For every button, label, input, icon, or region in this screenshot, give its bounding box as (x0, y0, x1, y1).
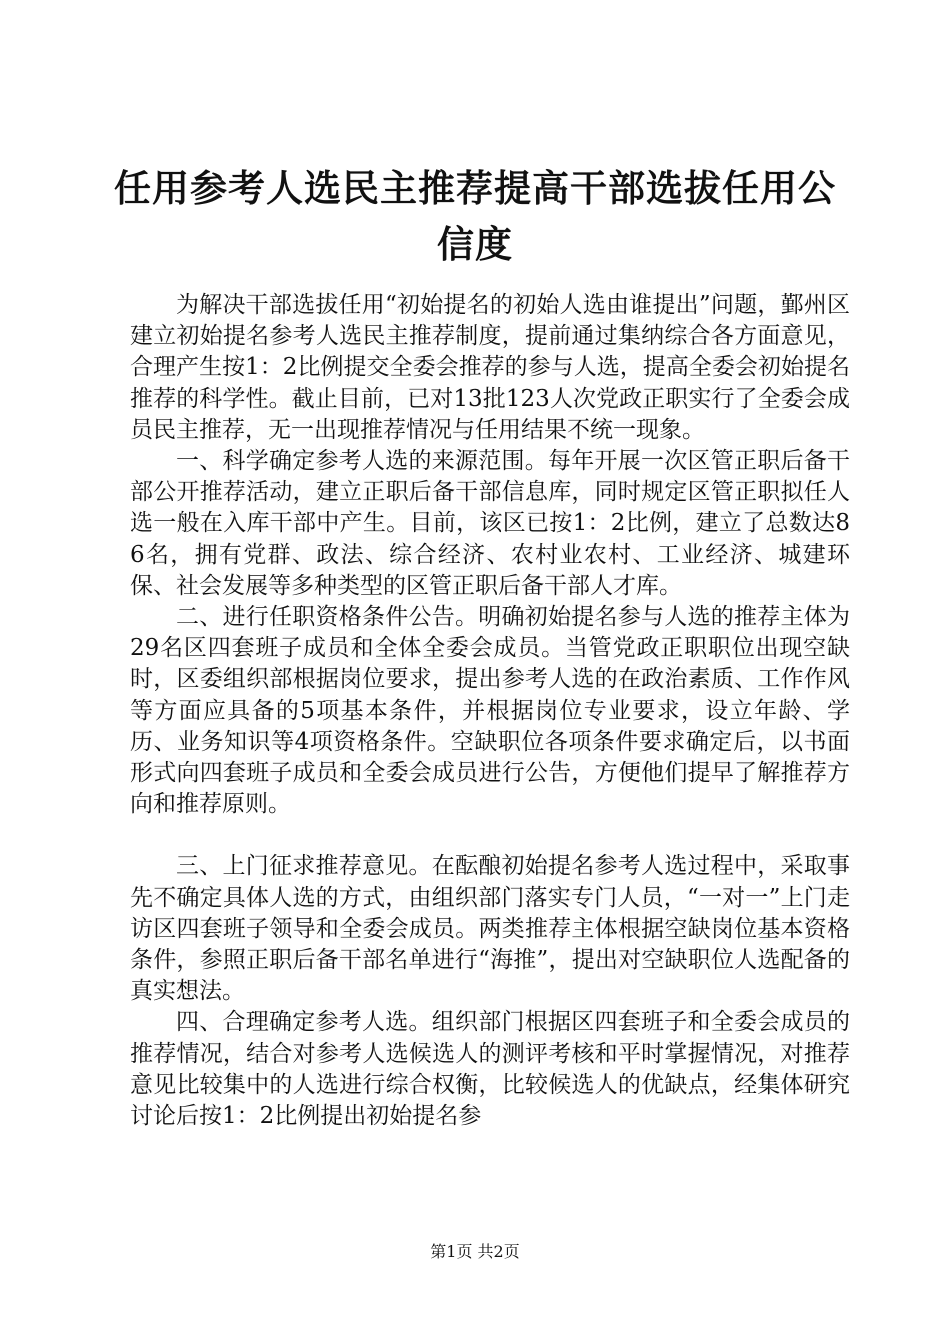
paragraph-section-1: 一、科学确定参考人选的来源范围。每年开展一次区管正职后备干部公开推荐活动，建立正职后备干部信息库，同时规定区管正职拟任人选一般在入库干部中产生。目前，该区已按1：2比例，建立了总数达86名，拥有党群、政法、综合经济、农村业农村、工业经济、城建环保、社会发展等多种类型的区管正职后备干部人才库。 (130, 448, 850, 599)
paragraph-section-4: 四、合理确定参考人选。组织部门根据区四套班子和全委会成员的推荐情况，结合对参考人选候选人的测评考核和平时掌握情况，对推荐意见比较集中的人选进行综合权衡，比较候选人的优缺点，经集体研究讨论后按1：2比例提出初始提名参 (130, 1009, 850, 1130)
paragraph-section-3: 三、上门征求推荐意见。在酝酿初始提名参考人选过程中，采取事先不确定具体人选的方式，由组织部门落实专门人员，“一对一”上门走访区四套班子领导和全委会成员。两类推荐主体根据空缺岗位基本资格条件，参照正职后备干部名单进行“海推”，提出对空缺职位人选配备的真实想法。 (130, 853, 850, 1005)
paragraph-intro: 为解决干部选拔任用“初始提名的初始人选由谁提出”问题，鄞州区建立初始提名参考人选民主推荐制度，提前通过集纳综合各方面意见，合理产生按1：2比例提交全委会推荐的参与人选，提高全委会初始提名推荐的科学性。截止目前，已对13批123人次党政正职实行了全委会成员民主推荐，无一出现推荐情况与任用结果不统一现象。 (130, 292, 850, 443)
page-number-footer: 第1页 共2页 (430, 1242, 520, 1261)
paragraph-section-2: 二、进行任职资格条件公告。明确初始提名参与人选的推荐主体为29名区四套班子成员和全体全委会成员。当管党政正职职位出现空缺时，区委组织部根据岗位要求，提出参考人选的在政治素质、工作作风等方面应具备的5项基本条件，并根据岗位专业要求，设立年龄、学历、业务知识等4项资格条件。空缺职位各项条件要求确定后，以书面形式向四套班子成员和全委会成员进行公告，方便他们提早了解推荐方向和推荐原则。 (130, 604, 850, 818)
document-body (130, 290, 850, 1132)
paragraph-gap (130, 820, 850, 851)
document-title: 任用参考人选民主推荐提高干部选拔任用公信度 (114, 166, 836, 266)
